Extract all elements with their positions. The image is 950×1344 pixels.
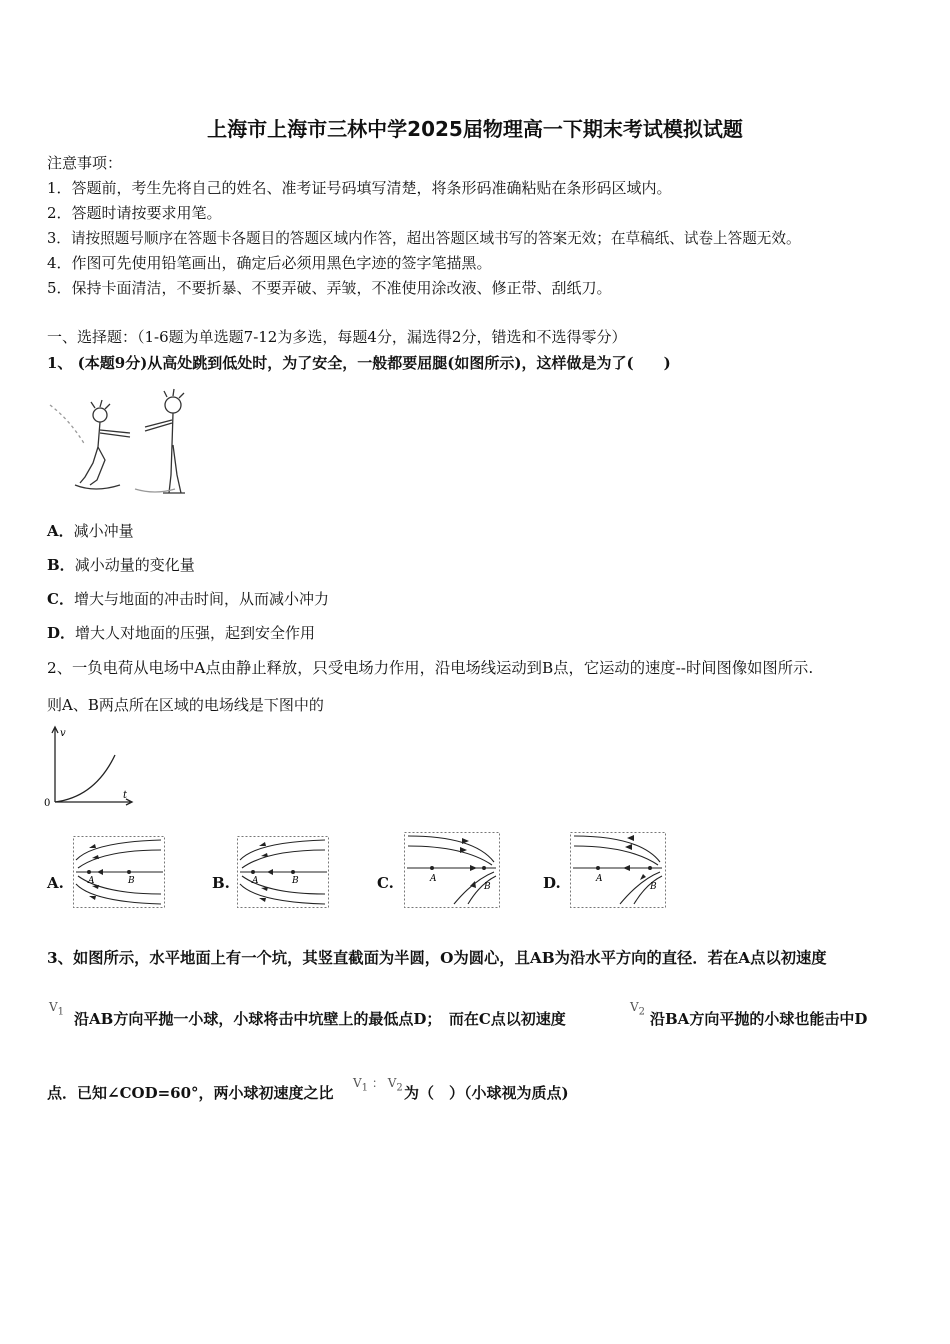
point-b-label: B (650, 882, 657, 892)
velocity-curve (55, 755, 115, 802)
option-text: 减小动量的变化量 (74, 556, 195, 574)
option-text: 增大人对地面的压强，起到安全作用 (75, 624, 316, 642)
option-letter: B． (47, 556, 75, 574)
field-diagram-a (73, 836, 165, 908)
q3-line2b: 沿BA方向平抛的小球也能击中D (650, 1010, 868, 1028)
q2-stem-line1: 2、一负电荷从电场中A点由静止释放，只受电场力作用，沿电场线运动到B点，它运动的速度--时间图像如图所示. (47, 659, 814, 677)
q1-option-c (47, 588, 329, 609)
v-label: v (60, 728, 66, 739)
jumping-figure (45, 385, 190, 500)
origin-label: 0 (44, 798, 51, 809)
q1-option-a (47, 520, 134, 541)
point-b-label: B (128, 876, 135, 886)
q2-stem-line2: 则A、B两点所在区域的电场线是下图中的 (47, 696, 324, 714)
option-text: 增大与地面的冲击时间，从而减小冲力 (73, 590, 329, 608)
v2-symbol: $V_2$ (630, 1000, 646, 1018)
q2-option-letter-a: A. (47, 874, 64, 892)
vt-graph (40, 722, 140, 812)
q1-option-b (47, 554, 195, 575)
field-diagram-c (404, 832, 500, 908)
v1-symbol: $V_1$ (49, 1000, 65, 1018)
field-diagram-b (237, 836, 329, 908)
point-a-label: A (252, 876, 259, 886)
q2-option-letter-d: D. (543, 874, 561, 892)
q1-stem: 1、 (本题9分)从高处跳到低处时，为了安全，一般都要屈腿(如图所示)，这样做是为了( ) (47, 354, 671, 372)
field-diagram-d (570, 832, 666, 908)
velocity-ratio: $V_1$ ： $V_2$ (353, 1076, 403, 1094)
q2-option-letter-b: B. (212, 874, 230, 892)
point-a-label: A (596, 874, 603, 884)
notice-item: 4．作图可先使用铅笔画出，确定后必须用黑色字迹的签字笔描黑。 (47, 254, 492, 272)
option-text: 减小冲量 (73, 522, 134, 540)
notice-item: 5．保持卡面清洁，不要折暴、不要弄破、弄皱，不准使用涂改液、修正带、刮纸刀。 (47, 279, 612, 297)
notice-item: 1．答题前，考生先将自己的姓名、准考证号码填写清楚，将条形码准确粘贴在条形码区域内。 (47, 179, 672, 197)
page-title: 上海市上海市三林中学2025届物理高一下期末考试模拟试题 (207, 117, 743, 141)
point-a-label: A (88, 876, 95, 886)
notice-heading: 注意事项： (47, 154, 123, 172)
q3-line3a: 点．已知∠COD=60°，两小球初速度之比 (47, 1084, 334, 1102)
notice-item: 3．请按照题号顺序在答题卡各题目的答题区域内作答，超出答题区域书写的答案无效；在草稿纸、试卷上答题无效。 (47, 230, 801, 247)
section-heading: 一、选择题：（1-6题为单选题7-12为多选，每题4分，漏选得2分，错选和不选得零分） (47, 328, 627, 346)
point-b-label: B (484, 882, 491, 892)
point-b-label: B (292, 876, 299, 886)
t-label: t (123, 790, 128, 801)
q3-line2a: 沿AB方向平抛一小球，小球将击中坑壁上的最低点D； 而在C点以初速度 (74, 1010, 566, 1028)
option-letter: A． (47, 522, 74, 540)
q1-option-d (47, 622, 315, 643)
q3-line3b: 为（ ）（小球视为质点) (404, 1084, 569, 1102)
q3-line1: 3、如图所示，水平地面上有一个坑，其竖直截面为半圆，O为圆心，且AB为沿水平方向的直径．若在A点以初速度 (47, 949, 827, 967)
notice-item: 2．答题时请按要求用笔。 (47, 204, 222, 222)
point-a-label: A (430, 874, 437, 884)
q2-option-letter-c: C. (377, 874, 394, 892)
option-letter: D． (47, 624, 76, 642)
option-letter: C． (47, 590, 74, 608)
